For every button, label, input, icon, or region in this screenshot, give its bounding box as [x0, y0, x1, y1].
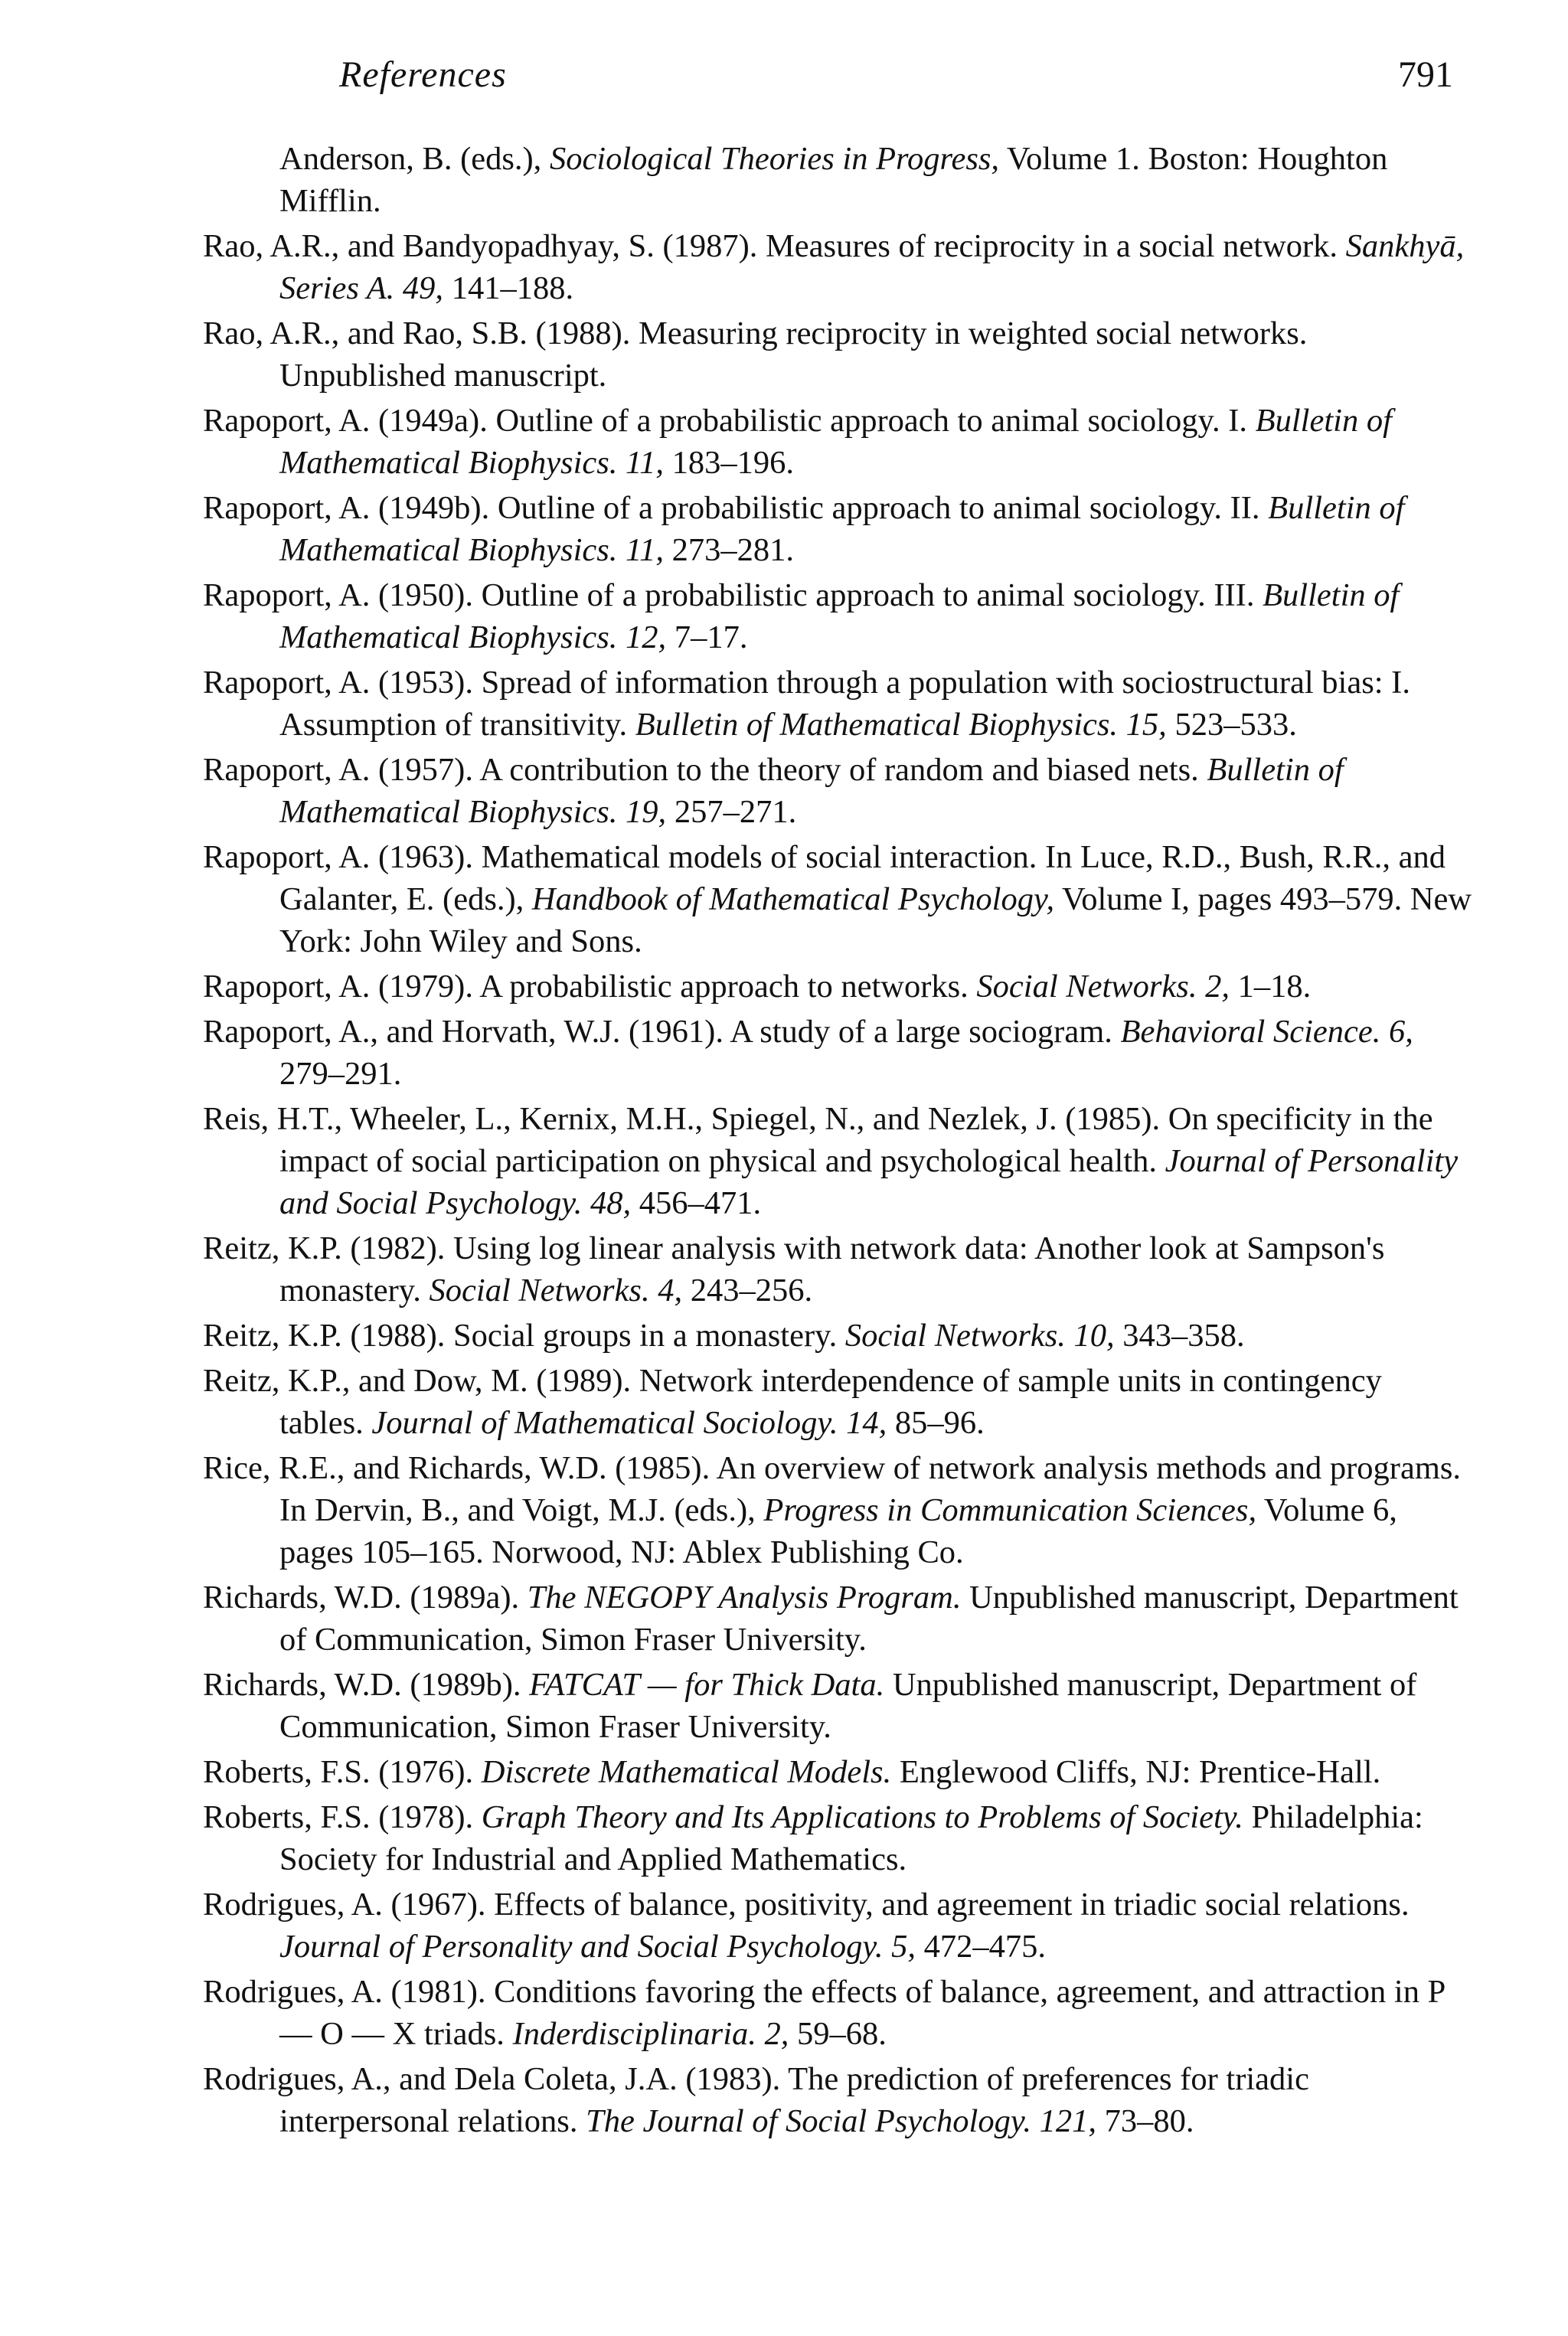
- reference-entry: Reitz, K.P. (1982). Using log linear analysis with network data: Another look at Sampson's monastery. Social Networks. 4, 243–256.: [203, 1230, 1385, 1308]
- reference-entry: Rodrigues, A., and Dela Coleta, J.A. (1983). The prediction of preferences for triadic interpersonal relations. The Journal of Social Psychology. 121, 73–80.: [203, 2061, 1309, 2139]
- reference-list: [203, 138, 1474, 2145]
- reference-entry: Rice, R.E., and Richards, W.D. (1985). An overview of network analysis methods and programs. In Dervin, B., and Voigt, M.J. (eds.), Progress in Communication Sciences, Volume 6, pages 105–165. Norwood, NJ: Ablex Publishing Co.: [203, 1450, 1462, 1570]
- reference-entry: Rodrigues, A. (1967). Effects of balance, positivity, and agreement in triadic social relations. Journal of Personality and Social Psychology. 5, 472–475.: [203, 1887, 1410, 1965]
- reference-entry: Richards, W.D. (1989b). FATCAT — for Thick Data. Unpublished manuscript, Department of Communication, Simon Fraser University.: [203, 1667, 1417, 1745]
- reference-entry: Rapoport, A. (1953). Spread of information through a population with sociostructural bias: I. Assumption of transitivity. Bulletin of Mathematical Biophysics. 15, 523–533.: [203, 665, 1410, 743]
- reference-entry: Rapoport, A. (1949b). Outline of a probabilistic approach to animal sociology. II. Bulletin of Mathematical Biophysics. 11, 273–281.: [203, 490, 1405, 568]
- reference-entry: Rapoport, A. (1957). A contribution to the theory of random and biased nets. Bulletin of Mathematical Biophysics. 19, 257–271.: [203, 752, 1344, 830]
- reference-entry: Reitz, K.P., and Dow, M. (1989). Network interdependence of sample units in contingency tables. Journal of Mathematical Sociology. 14, 85–96.: [203, 1363, 1382, 1441]
- reference-entry: Roberts, F.S. (1976). Discrete Mathematical Models. Englewood Cliffs, NJ: Prentice-Hall.: [203, 1754, 1381, 1790]
- running-head: References: [339, 54, 507, 95]
- reference-entry: Rapoport, A. (1963). Mathematical models of social interaction. In Luce, R.D., Bush, R.R., and Galanter, E. (eds.), Handbook of Mathematical Psychology, Volume I, pages 493–579. New York: John Wiley and Sons.: [203, 839, 1472, 959]
- reference-entry: Rao, A.R., and Bandyopadhyay, S. (1987). Measures of reciprocity in a social network. Sankhyā, Series A. 49, 141–188.: [203, 228, 1465, 306]
- reference-entry: Reis, H.T., Wheeler, L., Kernix, M.H., Spiegel, N., and Nezlek, J. (1985). On specificity in the impact of social participation on physical and psychological health. Journal of Personality and Social Psychology. 48, 456–471.: [203, 1101, 1459, 1221]
- reference-entry: Roberts, F.S. (1978). Graph Theory and Its Applications to Problems of Society. Philadelphia: Society for Industrial and Applied Mathematics.: [203, 1799, 1423, 1877]
- page-header: [339, 54, 1453, 107]
- reference-entry: Rodrigues, A. (1981). Conditions favoring the effects of balance, agreement, and attraction in P — O — X triads. Inderdisciplinaria. 2, 59–68.: [203, 1974, 1445, 2052]
- reference-entry: Rapoport, A. (1979). A probabilistic approach to networks. Social Networks. 2, 1–18.: [203, 969, 1312, 1005]
- reference-entry: Rao, A.R., and Rao, S.B. (1988). Measuring reciprocity in weighted social networks. Unpublished manuscript.: [203, 315, 1308, 394]
- reference-entry: Rapoport, A., and Horvath, W.J. (1961). A study of a large sociogram. Behavioral Science. 6, 279–291.: [203, 1014, 1413, 1092]
- reference-entry: Rapoport, A. (1949a). Outline of a probabilistic approach to animal sociology. I. Bulletin of Mathematical Biophysics. 11, 183–196.: [203, 403, 1392, 481]
- reference-entry: Anderson, B. (eds.), Sociological Theories in Progress, Volume 1. Boston: Houghton Mifflin.: [279, 141, 1388, 219]
- reference-entry: Rapoport, A. (1950). Outline of a probabilistic approach to animal sociology. III. Bulletin of Mathematical Biophysics. 12, 7–17.: [203, 577, 1400, 655]
- reference-entry: Reitz, K.P. (1988). Social groups in a monastery. Social Networks. 10, 343–358.: [203, 1318, 1245, 1354]
- reference-entry: Richards, W.D. (1989a). The NEGOPY Analysis Program. Unpublished manuscript, Department of Communication, Simon Fraser University.: [203, 1580, 1459, 1658]
- page-number: 791: [1398, 54, 1453, 95]
